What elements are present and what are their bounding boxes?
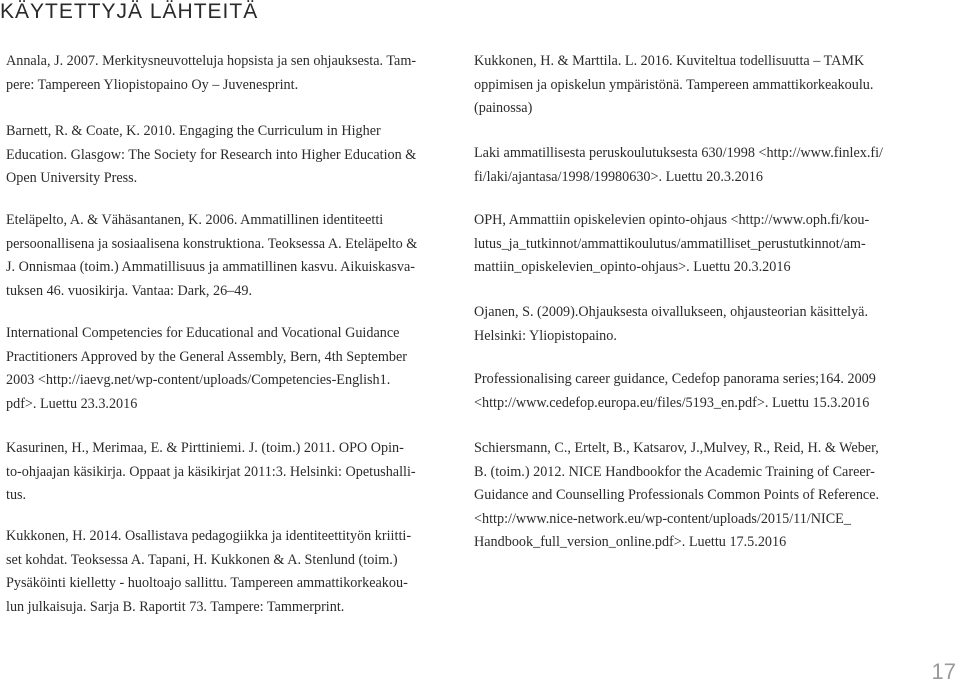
reference-line: mattiin_opiskelevien_opinto-ohjaus>. Luettu 20.3.2016 <box>474 259 791 275</box>
reference-line: pdf>. Luettu 23.3.2016 <box>6 395 138 412</box>
reference-line: Kasurinen, H., Merimaa, E. & Pirttiniemi. J. (toim.) 2011. OPO Opin- <box>6 440 404 456</box>
reference-line: fi/laki/ajantasa/1998/19980630>. Luettu 20.3.2016 <box>474 168 763 185</box>
reference-kukkonen-2014 <box>6 525 426 619</box>
reference-annala <box>6 50 426 97</box>
reference-line: Laki ammatillisesta peruskoulutuksesta 630/1998 <http://www.finlex.fi/ <box>474 145 883 161</box>
reference-line: persoonallisena ja sosiaalisena konstruktiona. Teoksessa A. Eteläpelto & <box>6 235 418 252</box>
reference-line: Pysäköinti kielletty - huoltoajo sallittu. Tampereen ammattikorkeakou- <box>6 575 408 591</box>
reference-kukkonen-marttila <box>474 50 894 121</box>
reference-kasurinen <box>6 437 426 508</box>
reference-line: <http://www.cedefop.europa.eu/files/5193_en.pdf>. Luettu 15.3.2016 <box>474 394 870 411</box>
reference-cedefop <box>474 368 894 415</box>
reference-line: Schiersmann, C., Ertelt, B., Katsarov, J.,Mulvey, R., Reid, H. & Weber, <box>474 440 879 456</box>
reference-line: Kukkonen, H. & Marttila. L. 2016. Kuviteltua todellisuutta – TAMK <box>474 53 865 69</box>
reference-oph <box>474 209 894 280</box>
reference-etelapelto <box>6 209 426 303</box>
reference-line: Open University Press. <box>6 170 138 186</box>
reference-international-competencies <box>6 322 426 416</box>
reference-line: Barnett, R. & Coate, K. 2010. Engaging the Curriculum in Higher <box>6 123 381 139</box>
reference-barnett <box>6 120 426 191</box>
reference-line: tus. <box>6 487 27 503</box>
reference-line: J. Onnismaa (toim.) Ammatillisuus ja ammatillinen kasvu. Aikuiskasva- <box>6 259 416 275</box>
reference-line: Eteläpelto, A. & Vähäsantanen, K. 2006. Ammatillinen identiteetti <box>6 212 384 228</box>
reference-laki <box>474 142 894 189</box>
page-title: KÄYTETTYJÄ LÄHTEITÄ <box>0 0 259 23</box>
reference-line: Professionalising career guidance, Cedefop panorama series;164. 2009 <box>474 371 876 387</box>
reference-line: Handbook_full_version_online.pdf>. Luettu 17.5.2016 <box>474 534 787 550</box>
reference-line: B. (toim.) 2012. NICE Handbookfor the Academic Training of Career- <box>474 463 875 480</box>
reference-line: lutus_ja_tutkinnot/ammattikoulutus/ammatilliset_perustutkinnot/am- <box>474 235 866 252</box>
reference-line: <http://www.nice-network.eu/wp-content/uploads/2015/11/NICE_ <box>474 510 851 527</box>
reference-line: International Competencies for Educational and Vocational Guidance <box>6 325 400 341</box>
reference-line: set kohdat. Teoksessa A. Tapani, H. Kukkonen & A. Stenlund (toim.) <box>6 551 398 568</box>
reference-line: Ojanen, S. (2009).Ohjauksesta oivallukseen, ohjausteorian käsittelyä. <box>474 304 869 320</box>
reference-line: Helsinki: Yliopistopaino. <box>474 327 617 344</box>
reference-line: tuksen 46. vuosikirja. Vantaa: Dark, 26–49. <box>6 282 253 299</box>
reference-line: 2003 <http://iaevg.net/wp-content/uploads/Competencies-English1. <box>6 372 391 388</box>
reference-line: Guidance and Counselling Professionals Common Points of Reference. <box>474 487 880 503</box>
reference-line: OPH, Ammattiin opiskelevien opinto-ohjaus <http://www.oph.fi/kou- <box>474 212 870 228</box>
reference-line: to-ohjaajan käsikirja. Oppaat ja käsikirjat 2011:3. Helsinki: Opetushalli- <box>6 463 416 480</box>
reference-line: (painossa) <box>474 100 533 116</box>
reference-line: Annala, J. 2007. Merkitysneuvotteluja hopsista ja sen ohjauksesta. Tam- <box>6 53 417 69</box>
reference-schiersmann <box>474 437 894 555</box>
reference-line: oppimisen ja opiskelun ympäristönä. Tampereen ammattikorkeakoulu. <box>474 76 874 93</box>
reference-line: Practitioners Approved by the General Assembly, Bern, 4th September <box>6 348 407 365</box>
page-number: 17 <box>931 659 956 684</box>
reference-line: Education. Glasgow: The Society for Research into Higher Education & <box>6 146 417 163</box>
reference-line: Kukkonen, H. 2014. Osallistava pedagogiikka ja identiteettityön kriitti- <box>6 528 412 544</box>
reference-line: lun julkaisuja. Sarja B. Raportit 73. Tampere: Tammerprint. <box>6 598 345 615</box>
reference-line: pere: Tampereen Yliopistopaino Oy – Juvenesprint. <box>6 76 299 93</box>
reference-ojanen <box>474 301 894 348</box>
